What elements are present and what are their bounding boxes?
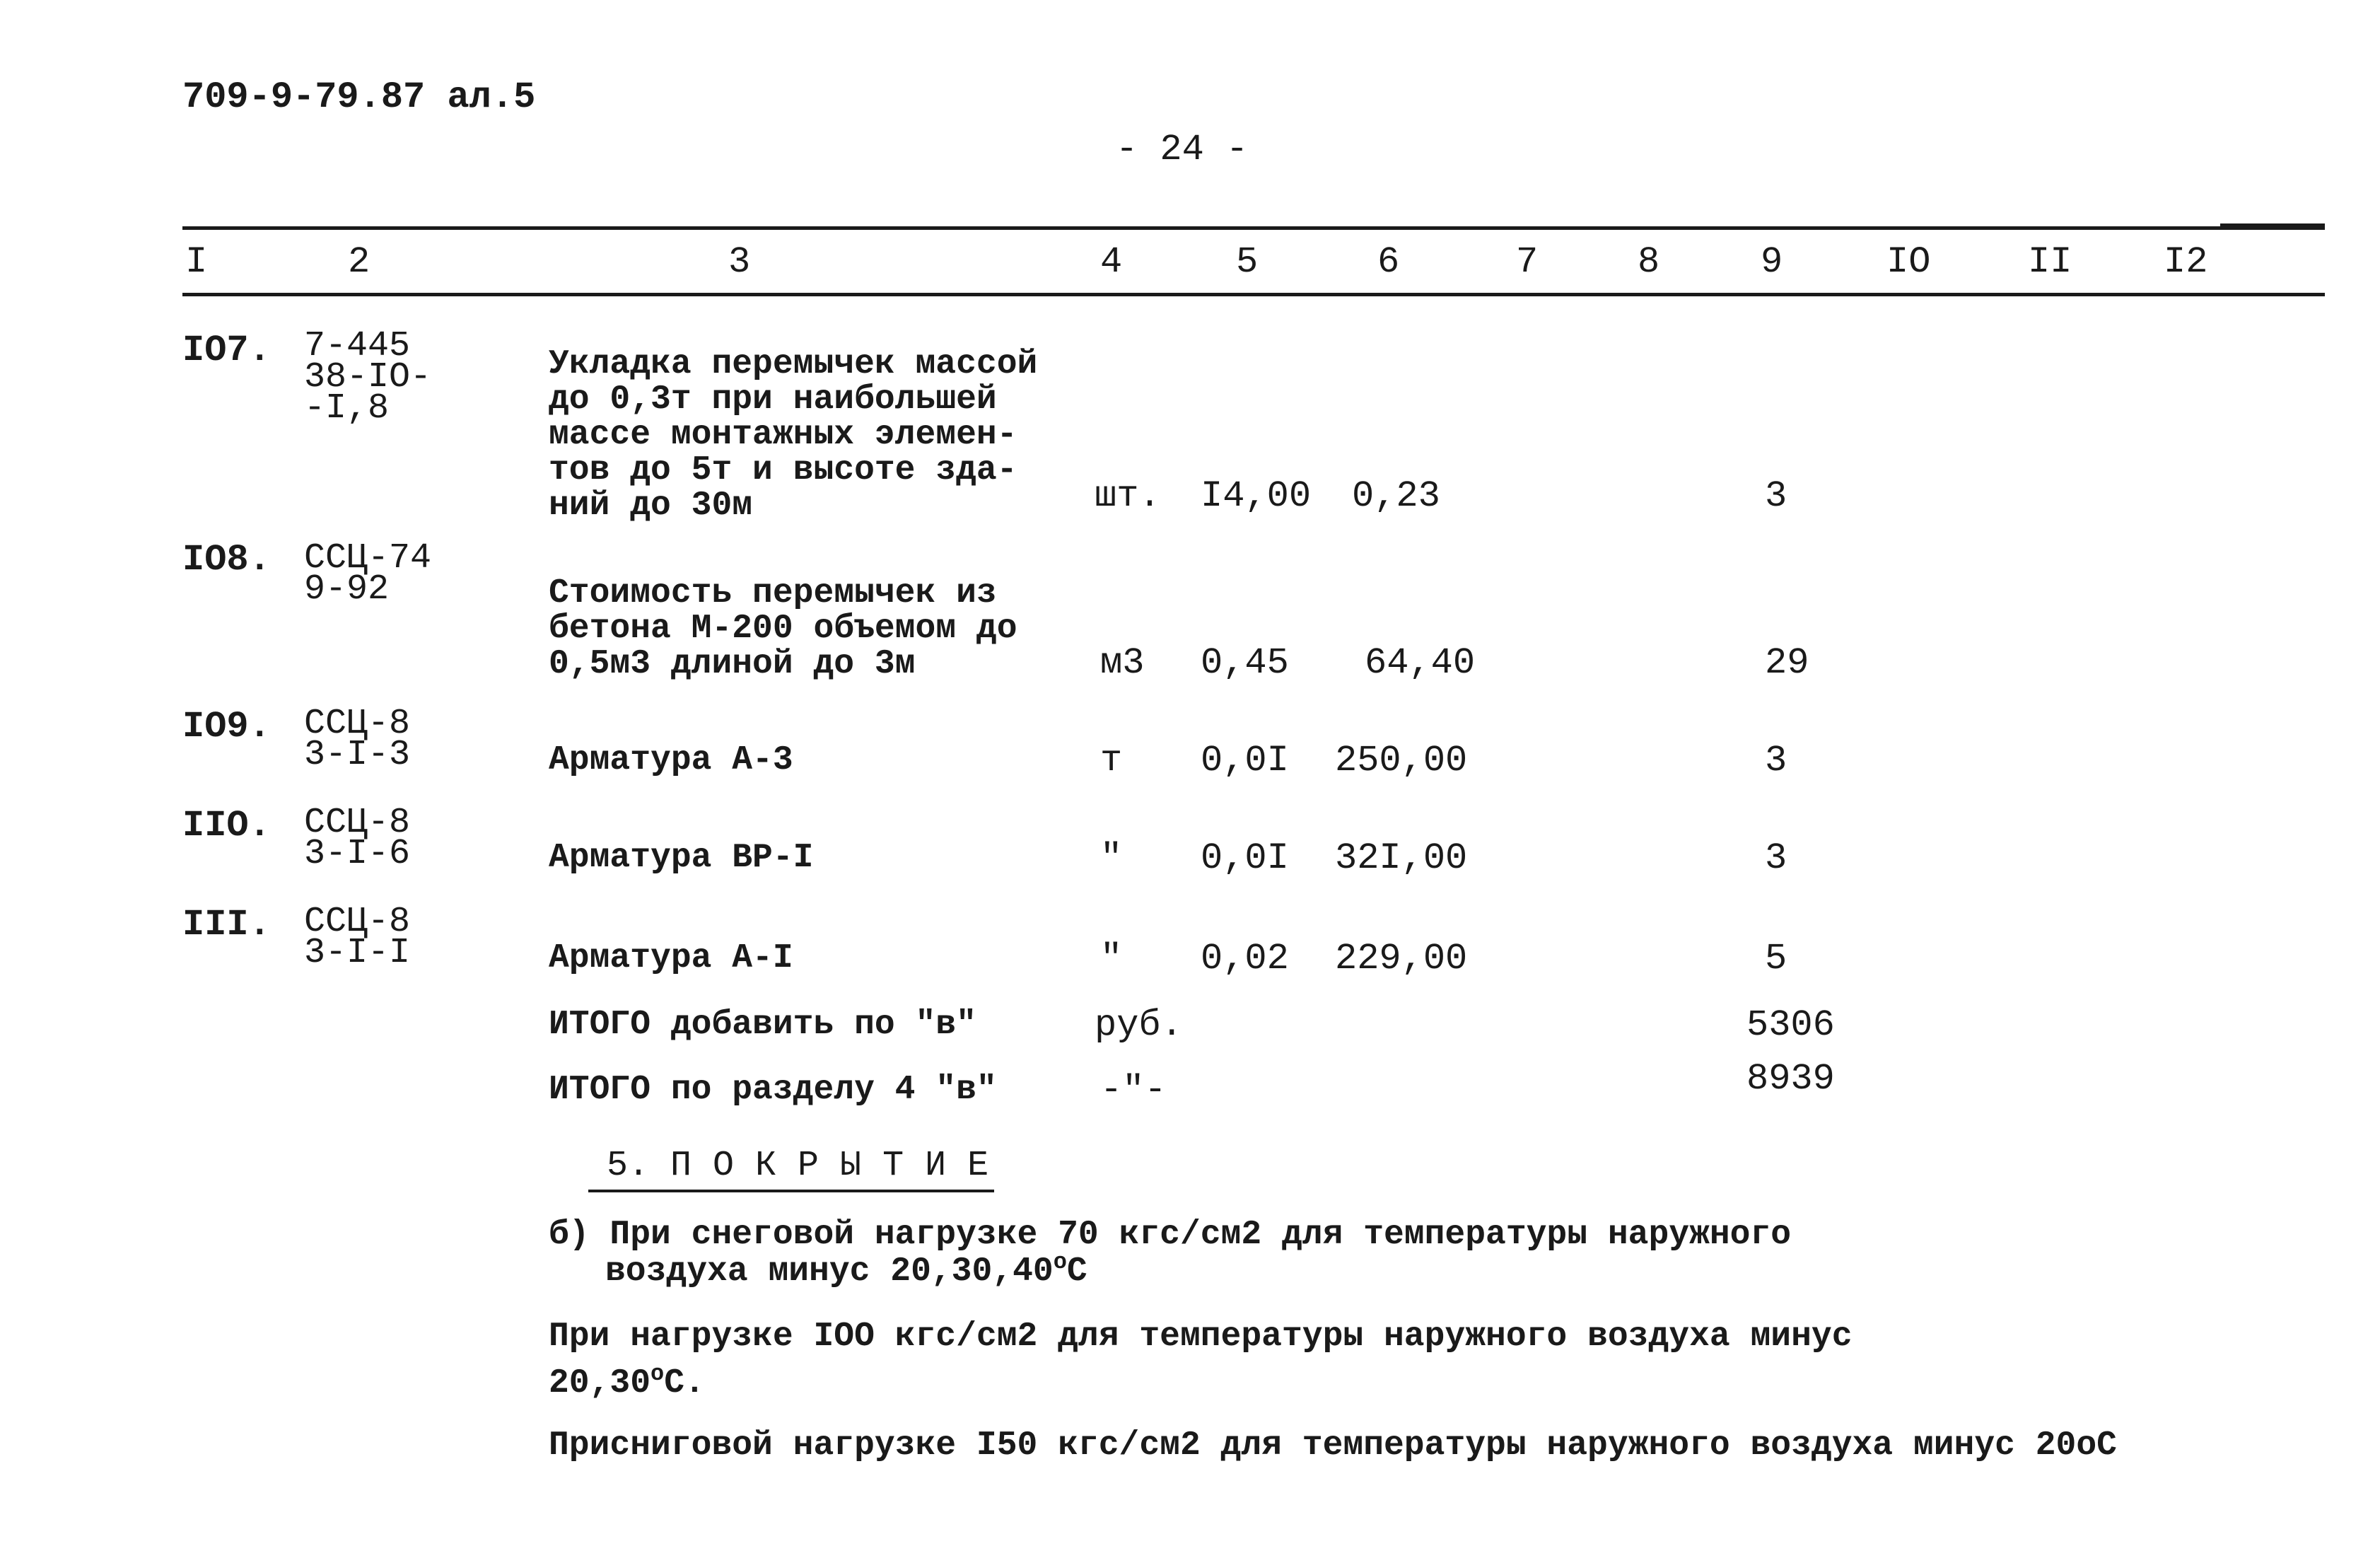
row-price: 0,23 (1352, 475, 1440, 517)
row-unit: " (1100, 837, 1123, 879)
row-total: 3 (1765, 475, 1787, 517)
paragraph-snow-70: б) При снеговой нагрузке 70 кгс/см2 для температуры наружного воздуха минус 20,30,40$^o$С (549, 1216, 1792, 1291)
row-price: 229,00 (1335, 938, 1468, 980)
section-title: 5. П О К Р Ы Т И Е (607, 1146, 989, 1186)
row-unit: м3 (1100, 642, 1145, 684)
row-price: 64,40 (1365, 642, 1476, 684)
paragraph-snow-150: Присниговой нагрузке I50 кгс/см2 для температуры наружного воздуха минус 20оС (549, 1426, 2117, 1465)
row-code: ССЦ-74 9-92 (304, 538, 432, 610)
total-unit: -"- (1100, 1069, 1167, 1111)
row-number: IO8. (182, 539, 271, 581)
row-unit: " (1100, 938, 1123, 980)
col-header-8: 8 (1638, 241, 1660, 283)
row-number: III. (182, 904, 271, 946)
table-top-rule (182, 226, 2325, 230)
row-quantity: 0,02 (1201, 938, 1289, 980)
total-unit: руб. (1095, 1004, 1183, 1046)
col-header-9: 9 (1761, 241, 1783, 283)
paragraph-snow-100: При нагрузке IOO кгс/см2 для температуры наружного воздуха минус 20,30$^o$С. (549, 1318, 1853, 1402)
col-header-4: 4 (1100, 241, 1123, 283)
row-code: ССЦ-8 3-I-6 (304, 803, 411, 874)
row-total: 29 (1765, 642, 1809, 684)
col-header-6: 6 (1377, 241, 1400, 283)
document-code: 709-9-79.87 ал.5 (182, 76, 536, 118)
row-description: Арматура А-3 (549, 741, 793, 779)
row-quantity: 0,0I (1201, 837, 1289, 879)
row-number: IIO. (182, 805, 271, 847)
col-header-10: IO (1886, 241, 1931, 283)
row-code: 7-445 38-IO- -I,8 (304, 326, 432, 429)
total-label: ИТОГО по разделу 4 "в" (549, 1071, 997, 1109)
table-top-rule-end (2220, 223, 2325, 227)
row-quantity: 0,45 (1201, 642, 1289, 684)
row-price: 32I,00 (1335, 837, 1468, 879)
row-description: Стоимость перемычек из бетона М-200 объемом до 0,5м3 длиной до 3м (549, 574, 1017, 683)
row-number: IO9. (182, 706, 271, 748)
section-title-underline (588, 1190, 994, 1192)
row-quantity: 0,0I (1201, 740, 1289, 781)
table-header-rule (182, 293, 2325, 296)
row-description: Укладка перемычек массой до 0,3т при наибольшей массе монтажных элемен- тов до 5т и высоте зда- ний до 30м (549, 345, 1038, 525)
col-header-11: II (2028, 241, 2072, 283)
total-label: ИТОГО добавить по "в" (549, 1006, 976, 1044)
row-description: Арматура А-I (549, 939, 793, 977)
row-code: ССЦ-8 3-I-3 (304, 704, 411, 775)
col-header-5: 5 (1236, 241, 1259, 283)
row-code: ССЦ-8 3-I-I (304, 902, 411, 973)
col-header-7: 7 (1516, 241, 1539, 283)
row-unit: шт. (1095, 475, 1161, 517)
row-total: 3 (1765, 837, 1787, 879)
row-number: IO7. (182, 330, 271, 371)
row-total: 5 (1765, 938, 1787, 980)
total-value: 8939 (1746, 1058, 1835, 1100)
row-unit: т (1100, 740, 1123, 781)
row-quantity: I4,00 (1201, 475, 1312, 517)
col-header-12: I2 (2164, 241, 2208, 283)
row-price: 250,00 (1335, 740, 1468, 781)
col-header-3: 3 (728, 241, 751, 283)
col-header-2: 2 (348, 241, 371, 283)
col-header-1: I (185, 241, 208, 283)
total-value: 5306 (1746, 1004, 1835, 1046)
row-total: 3 (1765, 740, 1787, 781)
row-description: Арматура ВР-I (549, 839, 814, 877)
page-number: - 24 - (1116, 129, 1249, 170)
